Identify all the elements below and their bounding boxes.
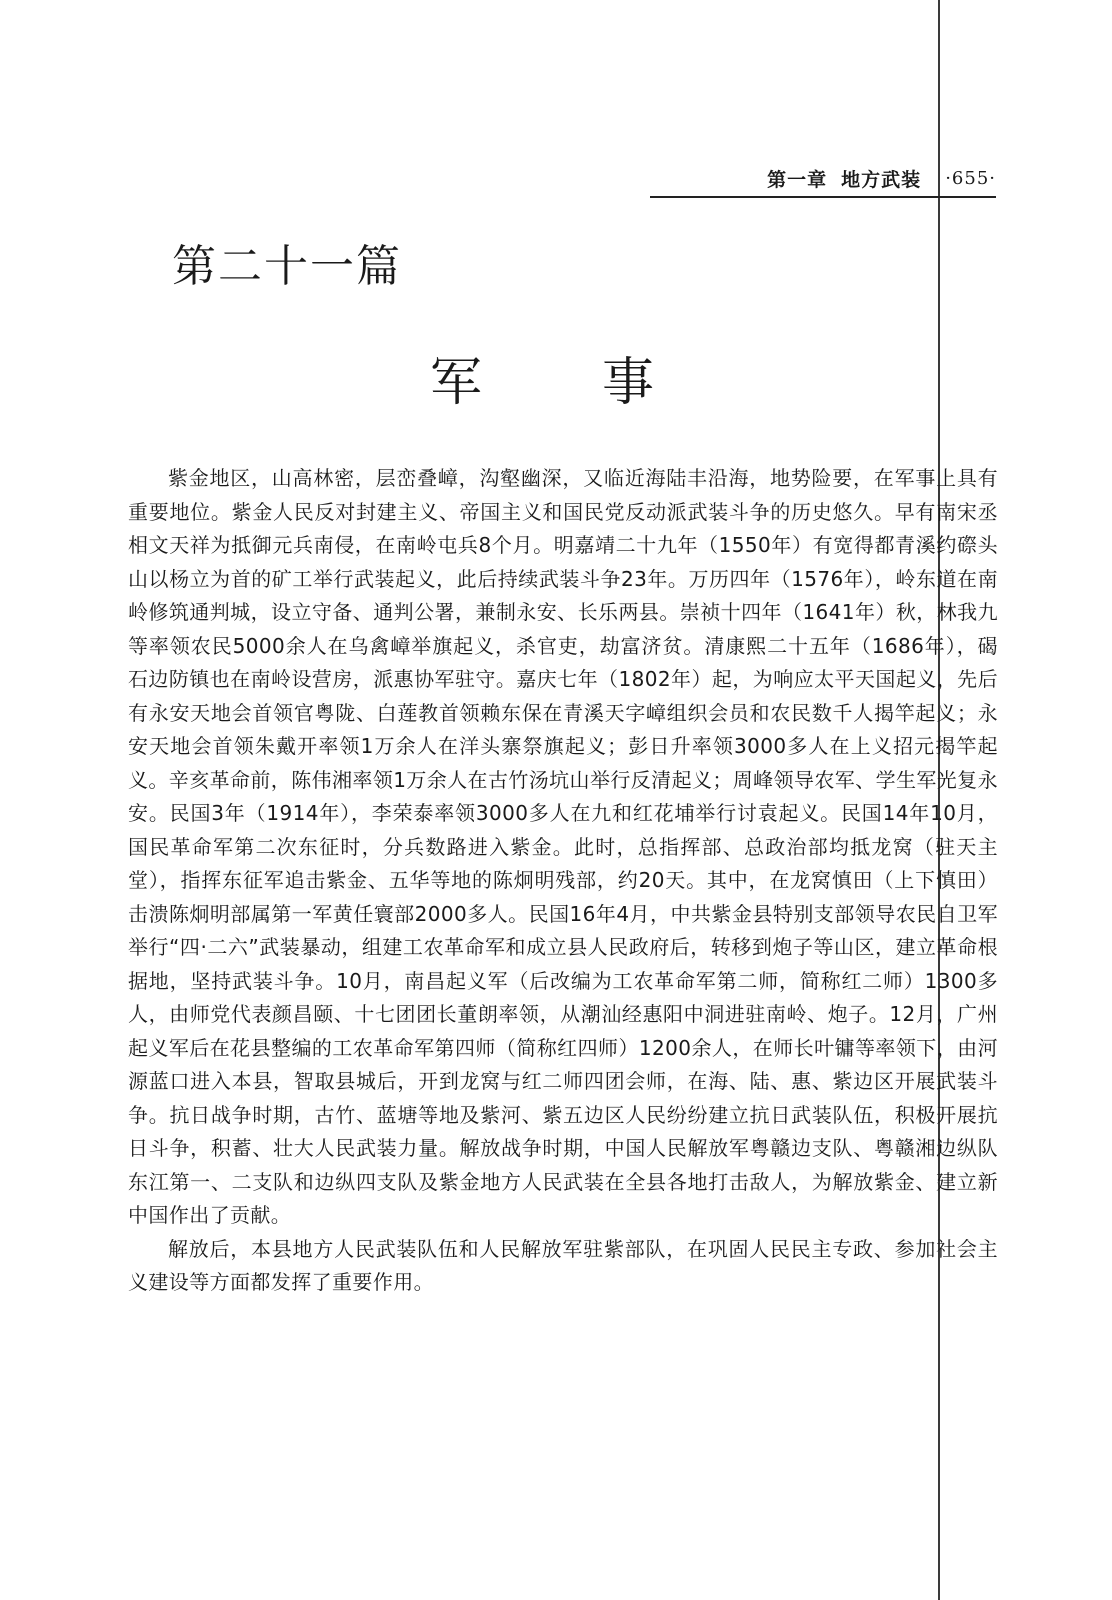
part-title: 第二十一篇 (172, 241, 402, 292)
chapter-title: 地方武装 (841, 168, 922, 191)
section-title: 军事 (430, 353, 775, 413)
paragraph: 解放后，本县地方人民武装队伍和人民解放军驻紫部队，在巩固人民民主专政、参加社会主义建设等方面都发挥了重要作用。 (128, 1236, 998, 1294)
running-header (650, 160, 996, 198)
chapter-label: 第一章 (767, 168, 828, 191)
page-number: ·655· (945, 167, 996, 189)
paragraph: 紫金地区，山高林密，层峦叠嶂，沟壑幽深，又临近海陆丰沿海，地势险要，在军事上具有重要地位。紫金人民反对封建主义、帝国主义和国民党反动派武装斗争的历史悠久。早有南宋丞相文天祥为抵御元兵南侵，在南岭屯兵8个月。明嘉靖二十九年（1550年）有宽得都青溪约磜头山以杨立为首的矿工举行武装起义，此后持续武装斗争23年。万历四年（1576年），岭东道在南岭修筑通判城，设立守备、通判公署，兼制永安、长乐两县。崇祯十四年（1641年）秋，林我九等率领农民5000余人在乌禽嶂举旗起义，杀官吏，劫富济贫。清康熙二十五年（1686年），碣石边防镇也在南岭设营房，派惠协军驻守。嘉庆七年（1802年）起，为响应太平天国起义，先后有永安天地会首领官粤陇、白莲教首领赖东保在青溪天字嶂组织会员和农民数千人揭竿起义；永安天地会首领朱戴开率领1万余人在洋头寨祭旗起义；彭日升率领3000多人在上义招元揭竿起义。辛亥革命前，陈伟湘率领1万余人在古竹汤坑山举行反清起义；周峰领导农军、学生军光复永安。民国3年（1914年），李荣泰率领3000多人在九和红花埔举行讨袁起义。民国14年10月，国民革命军第二次东征时，分兵数路进入紫金。此时，总指挥部、总政治部均抵龙窝（驻天主堂），指挥东征军追击紫金、五华等地的陈炯明残部，约20天。其中，在龙窝慎田（上下慎田）击溃陈炯明部属第一军黄任寰部2000多人。民国16年4月，中共紫金县特别支部领导农民自卫军举行“四·二六”武装暴动，组建工农革命军和成立县人民政府后，转移到炮子等山区，建立革命根据地，坚持武装斗争。10月，南昌起义军（后改编为工农革命军第二师，简称红二师）1300多人，由师党代表颜昌颐、十七团团长董朗率领，从潮汕经惠阳中洞进驻南岭、炮子。12月，广州起义军后在花县整编的工农革命军第四师（简称红四师）1200余人，在师长叶镛等率领下，由河源蓝口进入本县，智取县城后，开到龙窝与红二师四团会师，在海、陆、惠、紫边区开展武装斗争。抗日战争时期，古竹、蓝塘等地及紫河、紫五边区人民纷纷建立抗日武装队伍，积极开展抗日斗争，积蓄、壮大人民武装力量。解放战争时期，中国人民解放军粤赣边支队、粤赣湘边纵队东江第一、二支队和边纵四支队及紫金地方人民武装在全县各地打击敌人，为解放紫金、建立新中国作出了贡献。 (128, 466, 998, 1227)
body-text (128, 462, 998, 1300)
